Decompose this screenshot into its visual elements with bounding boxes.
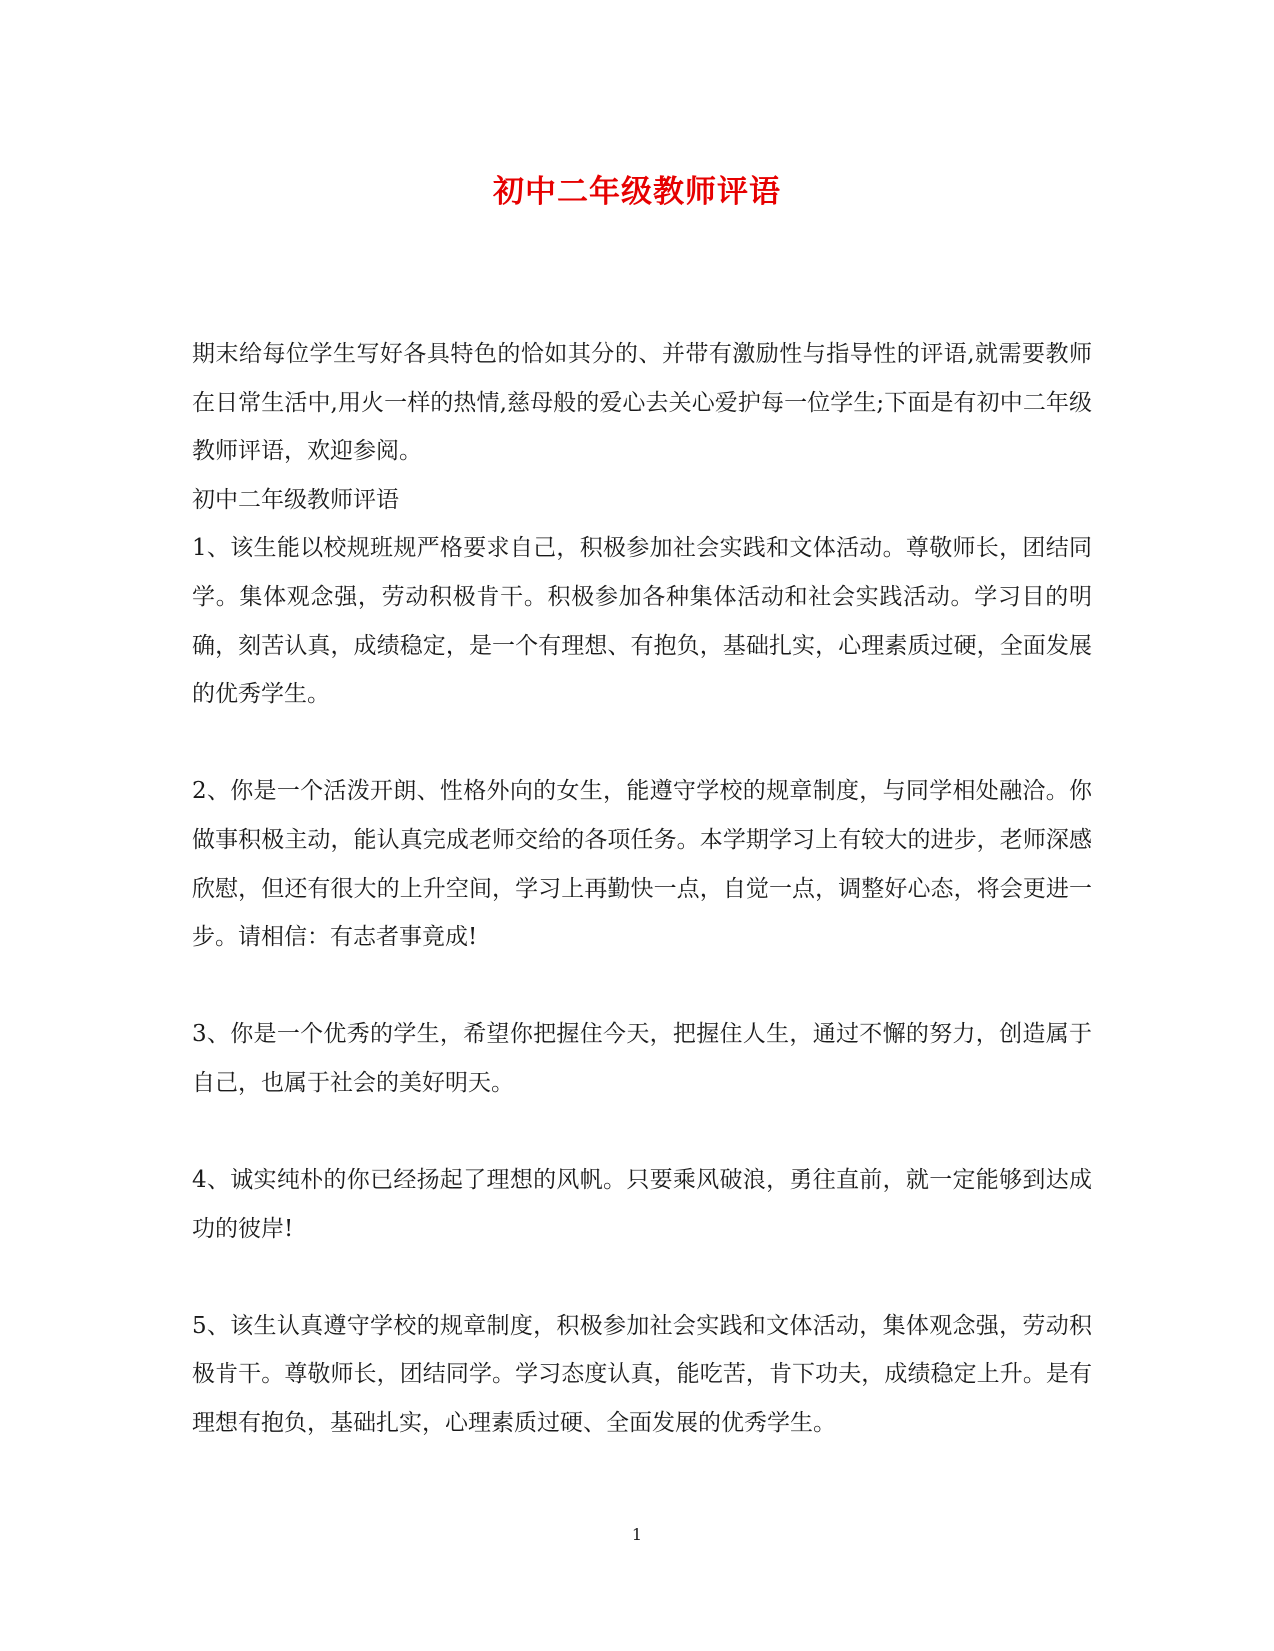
comment-paragraph-1: 1、该生能以校规班规严格要求自己，积极参加社会实践和文体活动。尊敬师长，团结同学。集体观念强，劳动积极肯干。积极参加各种集体活动和社会实践活动。学习目的明确，刻苦认真，成绩稳定，是一个有理想、有抱负，基础扎实，心理素质过硬，全面发展的优秀学生。 bbox=[192, 535, 1092, 708]
paragraph-spacer bbox=[192, 719, 1092, 768]
comment-paragraph-4: 4、诚实纯朴的你已经扬起了理想的风帆。只要乘风破浪，勇往直前，就一定能够到达成功的彼岸! bbox=[192, 1167, 1092, 1242]
paragraph-spacer bbox=[192, 962, 1092, 1011]
paragraph-spacer bbox=[192, 1108, 1092, 1157]
comment-paragraph-5: 5、该生认真遵守学校的规章制度，积极参加社会实践和文体活动，集体观念强，劳动积极肯干。尊敬师长，团结同学。学习态度认真，能吃苦，肯下功夫，成绩稳定上升。是有理想有抱负，基础扎实，心理素质过硬、全面发展的优秀学生。 bbox=[192, 1312, 1092, 1437]
comment-paragraph-3: 3、你是一个优秀的学生，希望你把握住今天，把握住人生，通过不懈的努力，创造属于自己，也属于社会的美好明天。 bbox=[192, 1021, 1092, 1096]
comment-paragraph-2: 2、你是一个活泼开朗、性格外向的女生，能遵守学校的规章制度，与同学相处融洽。你做事积极主动，能认真完成老师交给的各项任务。本学期学习上有较大的进步，老师深感欣慰，但还有很大的上升空间，学习上再勤快一点，自觉一点，调整好心态，将会更进一步。请相信：有志者事竟成! bbox=[192, 778, 1092, 951]
intro-paragraph: 期末给每位学生写好各具特色的恰如其分的、并带有激励性与指导性的评语,就需要教师在日常生活中,用火一样的热情,慈母般的爱心去关心爱护每一位学生;下面是有初中二年级教师评语，欢迎参阅。 bbox=[192, 341, 1092, 465]
page-number: 1 bbox=[631, 1525, 643, 1544]
document-title: 初中二年级教师评语 bbox=[493, 174, 781, 210]
document-body bbox=[192, 330, 1092, 1448]
paragraph-spacer bbox=[192, 1253, 1092, 1302]
subheading: 初中二年级教师评语 bbox=[192, 486, 399, 513]
